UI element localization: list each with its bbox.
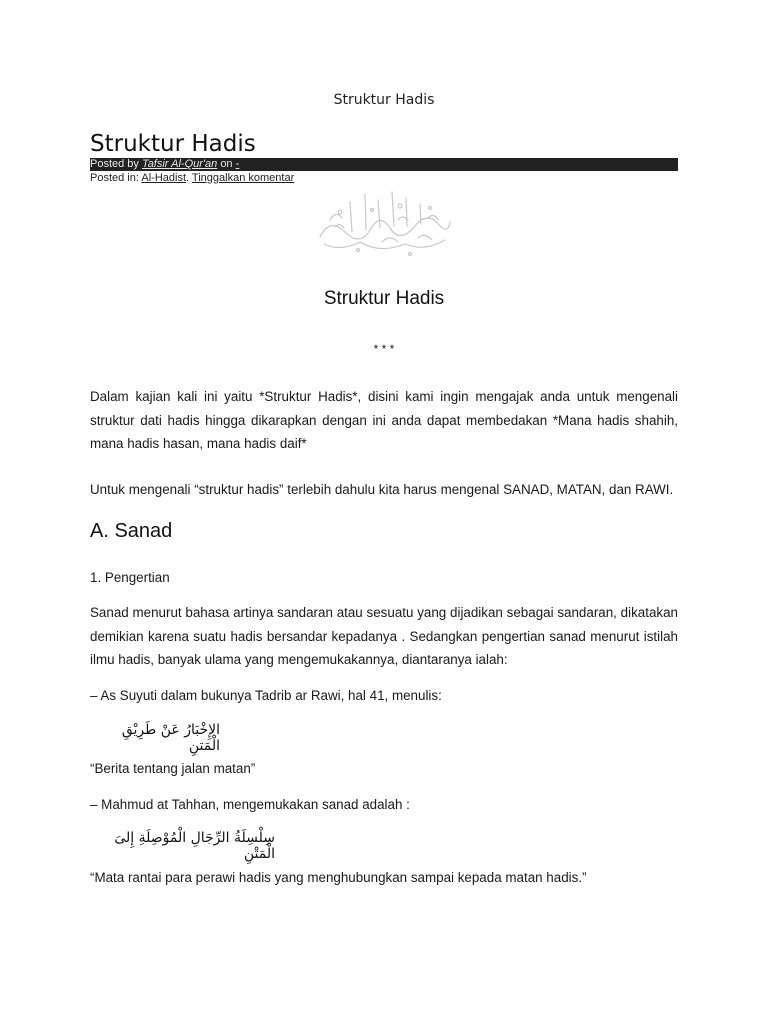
post-title[interactable]: Struktur Hadis	[90, 131, 256, 157]
content-title: Struktur Hadis	[323, 288, 445, 309]
posted-by-label: Posted by	[90, 158, 139, 170]
quote2-intro: – Mahmud at Tahhan, mengemukakan sanad adalah :	[90, 797, 410, 812]
arabic-calligraphy-image	[310, 182, 455, 262]
posted-in-line	[90, 172, 294, 184]
definition-paragraph: Sanad menurut bahasa artinya sandaran atau sesuatu yang dijadikan sebagai sandaran, dikatakan demikian karena suatu hadis bersandar kepadanya . Sedangkan pengertian sanad menurut istilah ilmu hadis, banyak ulama yang mengemukakannya, diantaranya ialah:	[90, 605, 678, 667]
quote1-intro: – As Suyuti dalam bukunya Tadrib ar Rawi, hal 41, menulis:	[90, 688, 442, 703]
quote1-translation: “Berita tentang jalan matan”	[90, 761, 256, 776]
author-link[interactable]: Tafsir Al-Qur'an	[141, 158, 218, 170]
quote2-arabic: سِلْسِلَةُ الرِّجَالِ الْمُوْصِلَةِ إِلىَ الْمَتْنِ	[114, 830, 275, 862]
meta-separator: .	[186, 172, 190, 184]
category-link[interactable]: Al-Hadist	[141, 172, 186, 184]
comment-link[interactable]: Tinggalkan komentar	[191, 172, 295, 184]
on-label: on	[220, 158, 233, 170]
quote1-arabic: الإِخْبَارُ عَنْ طَرِيْقِ الْمَتنِ	[121, 722, 220, 754]
section-separator: * * *	[373, 342, 395, 356]
intro-paragraph: Dalam kajian kali ini yaitu *Struktur Hadis*, disini kami ingin mengajak anda untuk mengenali struktur dati hadis hingga dikarapkan dengan ini anda dapat membedakan *Mana hadis shahih, mana hadis hasan, mana hadis daif*	[90, 389, 678, 451]
quote2-translation: “Mata rantai para perawi hadis yang menghubungkan sampai kepada matan hadis.”	[90, 870, 587, 885]
intro-paragraph-2: Untuk mengenali “struktur hadis” terlebih dahulu kita harus mengenal SANAD, MATAN, dan RAWI.	[90, 482, 674, 497]
date-link[interactable]: -	[235, 158, 240, 170]
subheading-pengertian: 1. Pengertian	[90, 570, 170, 585]
posted-in-label: Posted in:	[90, 172, 139, 184]
page-header-title: Struktur Hadis	[333, 92, 435, 108]
post-meta-bar	[90, 158, 678, 171]
section-heading-sanad: A. Sanad	[90, 520, 173, 542]
